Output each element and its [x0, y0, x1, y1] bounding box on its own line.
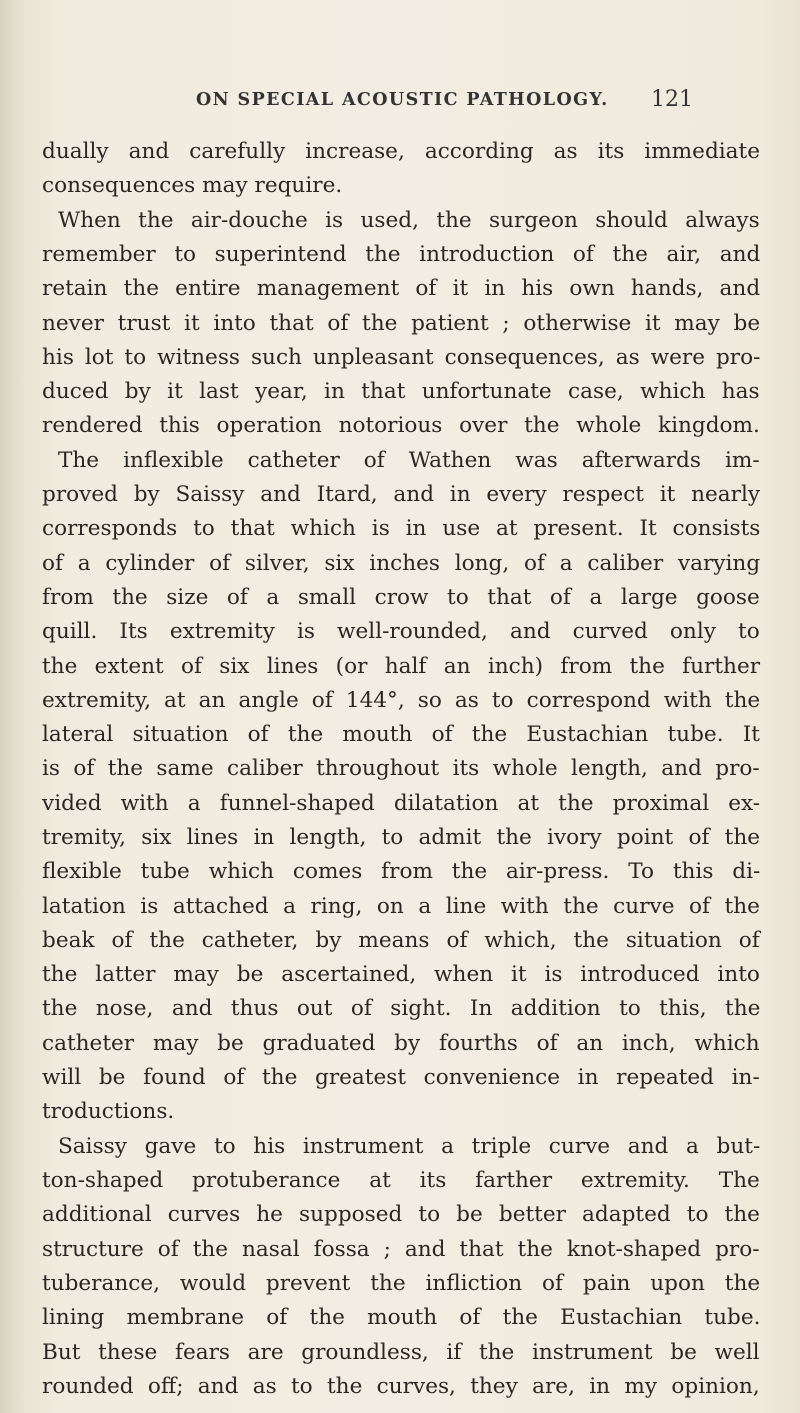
text-line: tuberance, would prevent the infliction of pain upon the [42, 1271, 761, 1296]
text-line: is of the same caliber throughout its whole length, and pro- [42, 756, 760, 781]
text-line: from the size of a small crow to that of a large goose [42, 585, 760, 610]
text-line: lateral situation of the mouth of the Eustachian tube. It [42, 722, 760, 747]
text-line: duced by it last year, in that unfortunate case, which has [42, 379, 760, 404]
text-line: consequences may require. [42, 173, 343, 198]
text-line: proved by Saissy and Itard, and in every respect it nearly [42, 482, 761, 507]
text-line: When the air-douche is used, the surgeon should always [58, 208, 760, 233]
text-line: corresponds to that which is in use at present. It consists [42, 516, 761, 541]
text-line: never trust it into that of the patient ; otherwise it may be [42, 311, 761, 336]
text-line: retain the entire management of it in his own hands, and [42, 276, 761, 301]
text-line: his lot to witness such unpleasant consequences, as were pro- [42, 345, 761, 370]
text-line: latation is attached a ring, on a line with the curve of the [42, 894, 760, 919]
text-line: beak of the catheter, by means of which, the situation of [42, 928, 760, 953]
text-line: additional curves he supposed to be better adapted to the [42, 1202, 760, 1227]
running-head [0, 87, 800, 120]
text-line: vided with a funnel-shaped dilatation at the proximal ex- [42, 791, 761, 816]
text-line: rounded off; and as to the curves, they are, in my opinion, [42, 1374, 760, 1399]
text-line: the latter may be ascertained, when it is introduced into [42, 962, 760, 987]
text-line: of a cylinder of silver, six inches long, of a caliber varying [42, 551, 761, 576]
text-line: catheter may be graduated by fourths of an inch, which [42, 1031, 760, 1056]
text-line: troductions. [42, 1099, 175, 1124]
text-line: The inflexible catheter of Wathen was afterwards im- [58, 448, 760, 473]
text-line: tremity, six lines in length, to admit the ivory point of the [42, 825, 761, 850]
text-line: Saissy gave to his instrument a triple curve and a but- [58, 1134, 761, 1159]
text-line: ton-shaped protuberance at its farther extremity. The [42, 1168, 760, 1193]
text-line: flexible tube which comes from the air-press. To this di- [42, 859, 761, 884]
text-line: lining membrane of the mouth of the Eustachian tube. [42, 1305, 761, 1330]
text-line: extremity, at an angle of 144°, so as to correspond with the [42, 688, 761, 713]
running-head-title: ON SPECIAL ACOUSTIC PATHOLOGY. [196, 90, 609, 110]
text-line: the nose, and thus out of sight. In addition to this, the [42, 996, 761, 1021]
text-line: the extent of six lines (or half an inch) from the further [42, 654, 761, 679]
text-line: dually and carefully increase, according as its immediate [42, 139, 760, 164]
text-line: But these fears are groundless, if the instrument be well [42, 1340, 760, 1365]
text-line: rendered this operation notorious over the whole kingdom. [42, 413, 760, 438]
text-line: quill. Its extremity is well-rounded, and curved only to [42, 619, 760, 644]
page-number: 121 [651, 87, 693, 112]
body-text [42, 139, 761, 1399]
text-line: structure of the nasal fossa ; and that the knot-shaped pro- [42, 1237, 760, 1262]
text-line: remember to superintend the introduction of the air, and [42, 242, 761, 267]
text-line: will be found of the greatest convenience in repeated in- [42, 1065, 760, 1090]
